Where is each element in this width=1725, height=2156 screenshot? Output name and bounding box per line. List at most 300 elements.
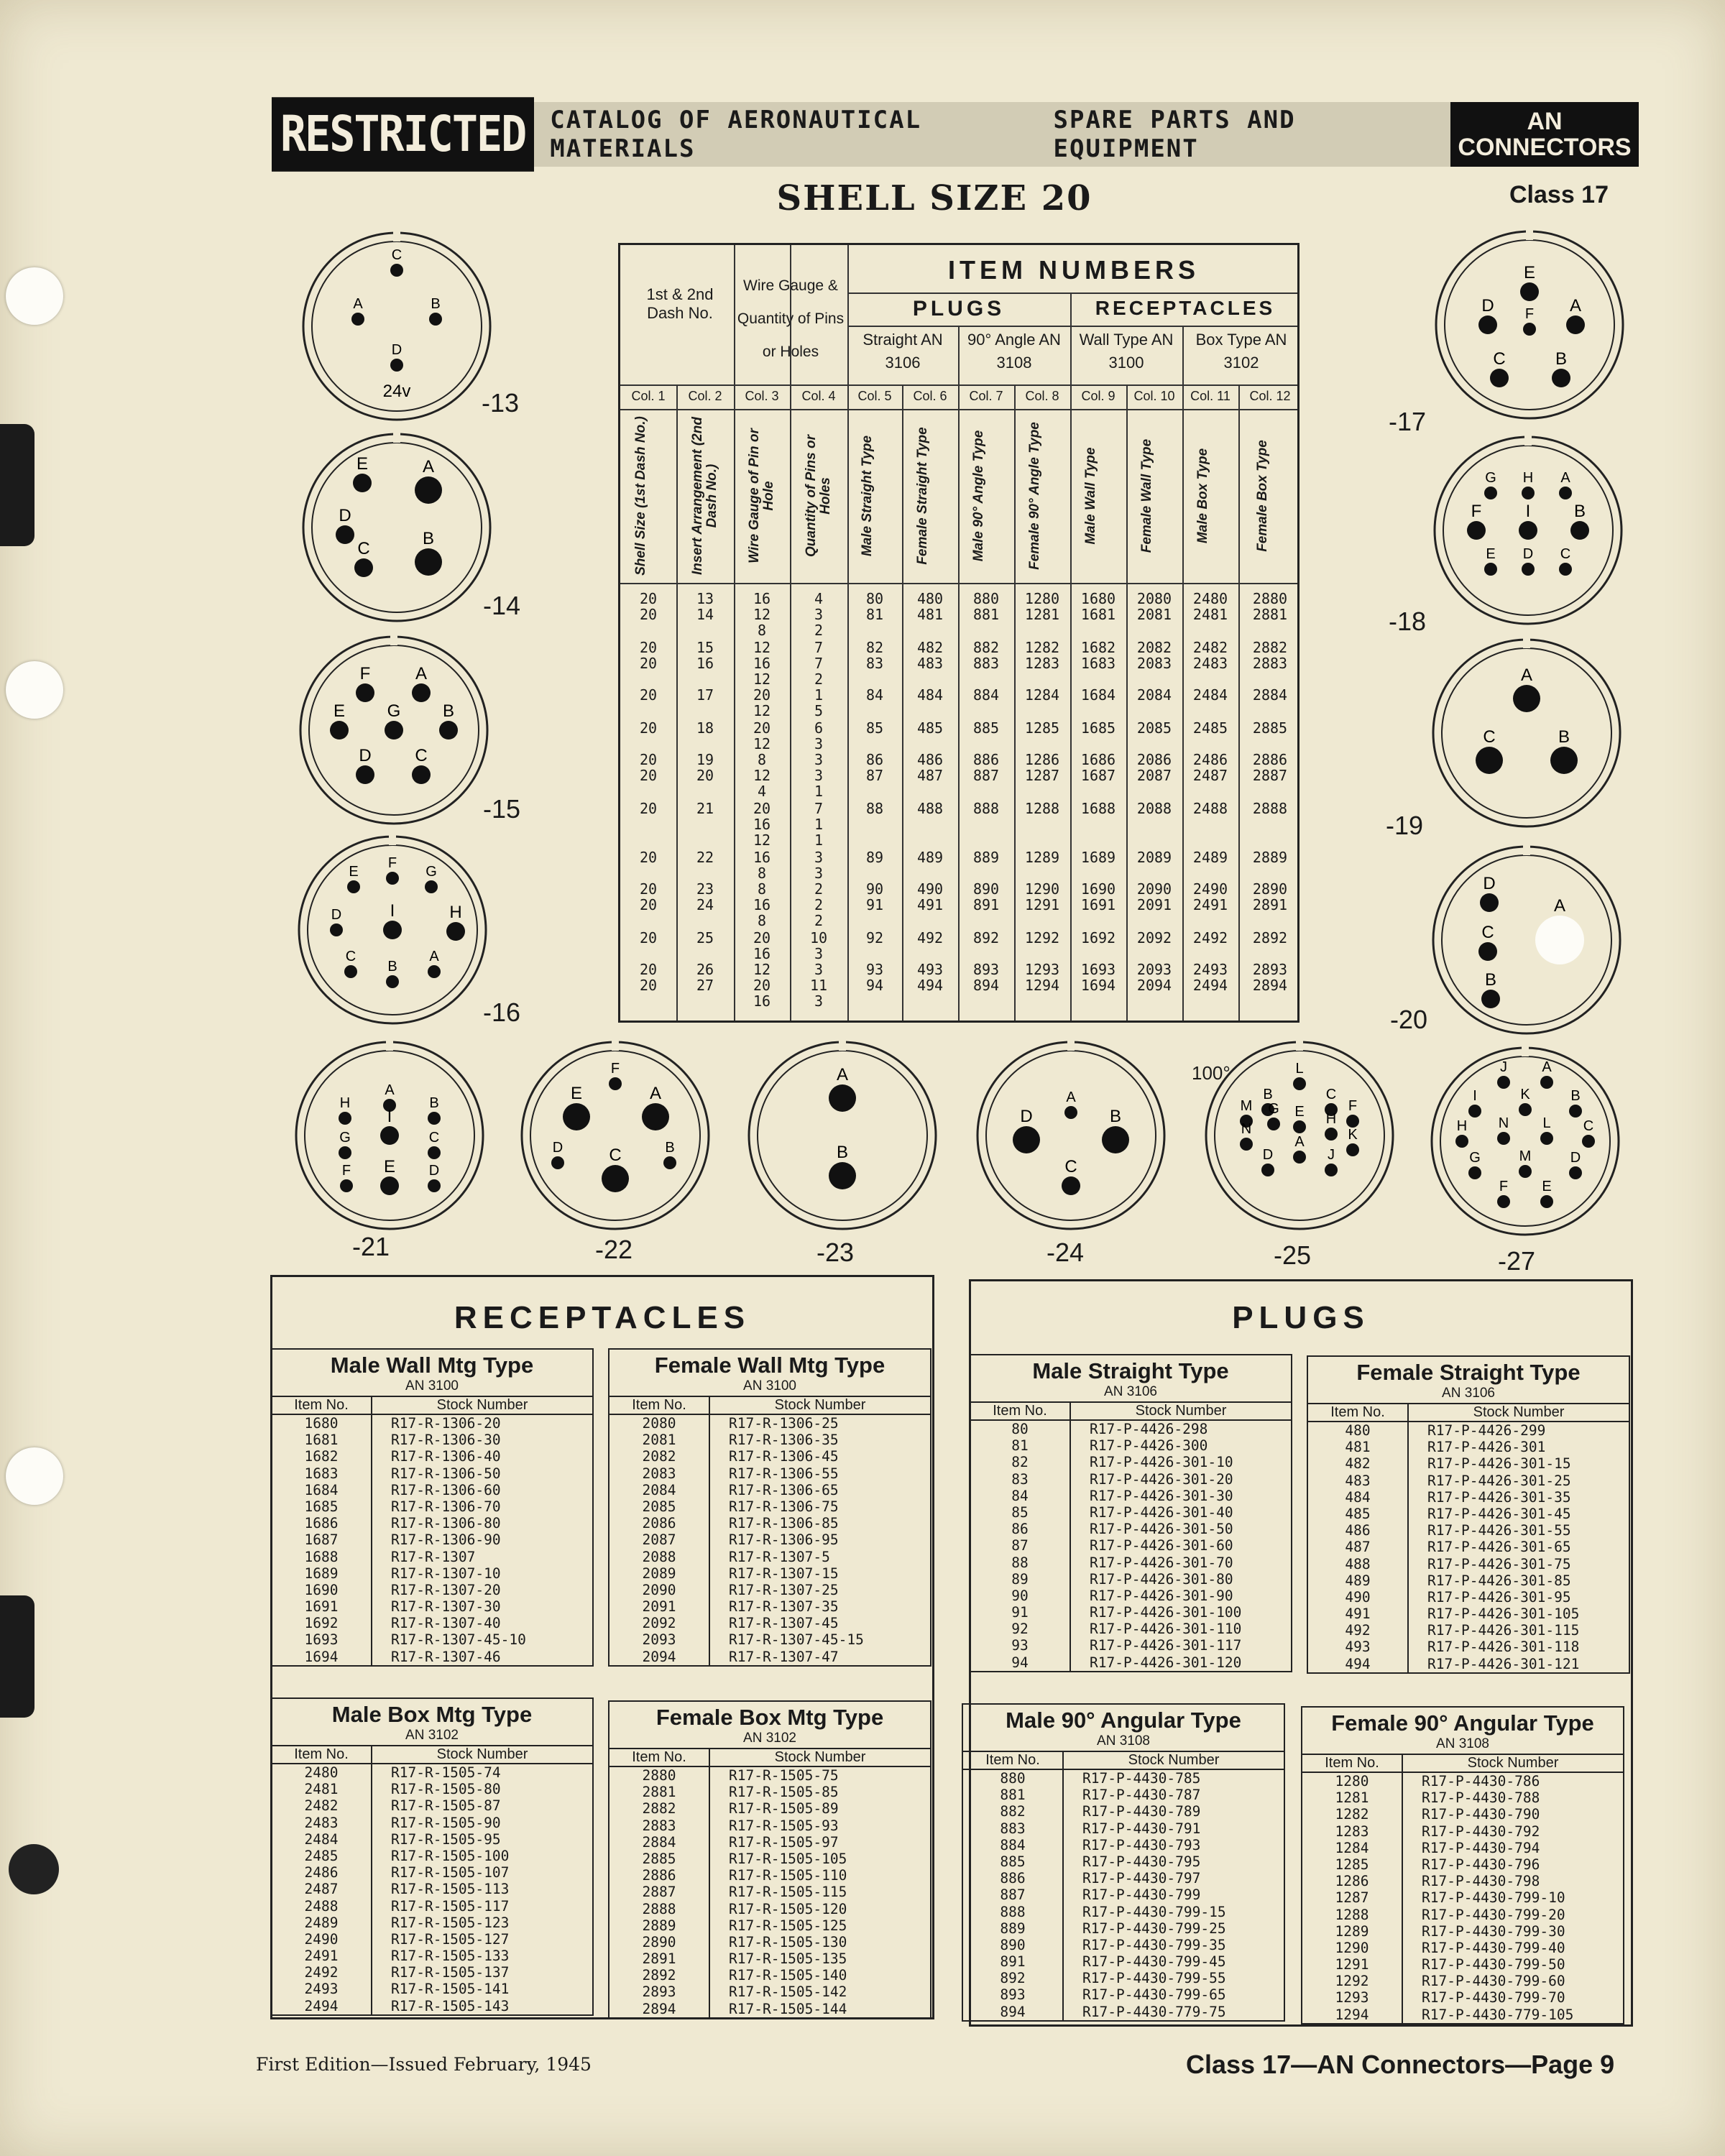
item-number: 885	[1000, 1853, 1026, 1870]
pin-dot	[1480, 893, 1499, 912]
stock-number: R17-R-1306-50	[391, 1465, 501, 1482]
table-row	[620, 977, 1302, 994]
table-cell: 2890	[1252, 880, 1288, 898]
stock-number: R17-P-4426-301-118	[1427, 1639, 1580, 1656]
table-row	[963, 1787, 1284, 1803]
item-numbers-title: ITEM NUMBERS	[948, 255, 1200, 285]
pin-label: C	[428, 1130, 440, 1146]
table-row	[610, 1901, 930, 1917]
column-label: Col. 6	[913, 389, 947, 403]
table-row	[272, 1531, 592, 1548]
stock-number: R17-P-4426-299	[1427, 1422, 1546, 1439]
table-row	[963, 1986, 1284, 2003]
table-cell: 2493	[1192, 961, 1228, 978]
pin-label: C	[357, 539, 370, 558]
table-cell: 1292	[1024, 929, 1060, 946]
pin-dot	[1559, 563, 1572, 576]
stock-number: R17-R-1306-75	[729, 1498, 839, 1515]
stock-number: R17-R-1306-20	[391, 1415, 501, 1432]
pin-label: D	[1483, 874, 1496, 893]
table-row	[610, 1531, 930, 1548]
table-cell: 3	[814, 945, 824, 962]
table-cell: 20	[639, 849, 658, 866]
table-cell: 20	[639, 929, 658, 946]
pin-dot	[1468, 1105, 1481, 1118]
table-cell: 2887	[1252, 767, 1288, 784]
dash-number-label: -24	[1046, 1238, 1085, 1267]
item-number: 2493	[304, 1981, 339, 1998]
item-number: 482	[1345, 1455, 1371, 1473]
table-row	[620, 751, 1302, 768]
pin-dot	[563, 1103, 590, 1130]
table-row	[1302, 1806, 1623, 1823]
item-number: 1288	[1335, 1906, 1369, 1923]
wall-header: Wall Type AN 3100	[1079, 331, 1174, 372]
table-row	[1308, 1656, 1629, 1672]
stock-table-header	[1308, 1403, 1629, 1422]
item-number: 2892	[642, 1967, 676, 1984]
table-cell: 7	[814, 800, 824, 817]
pin-dot	[1346, 1115, 1359, 1128]
pin-label: C	[609, 1146, 622, 1165]
table-row	[610, 1867, 930, 1884]
stock-number: R17-P-4426-301-10	[1090, 1454, 1233, 1471]
table-cell: 885	[972, 719, 1000, 737]
table-row	[963, 1820, 1284, 1837]
table-row	[1308, 1506, 1629, 1522]
table-cell: 24	[696, 896, 714, 913]
item-number: 2091	[642, 1598, 676, 1616]
pin-label: K	[1520, 1087, 1530, 1102]
pin-label: D	[1522, 546, 1534, 562]
pin-label: H	[339, 1095, 351, 1111]
table-row	[610, 1884, 930, 1900]
straight-header: Straight AN 3106	[862, 331, 943, 372]
stock-number: R17-R-1306-40	[391, 1448, 501, 1465]
table-cell: 489	[916, 849, 944, 866]
table-cell: 4	[814, 590, 824, 607]
table-row	[272, 1498, 592, 1515]
stock-number: R17-R-1307-15	[729, 1565, 839, 1582]
an-connectors-badge	[1450, 102, 1639, 167]
item-number: 2092	[642, 1615, 676, 1632]
keyway-notch	[393, 433, 400, 443]
table-row	[610, 1818, 930, 1834]
table-cell: 1680	[1080, 590, 1116, 607]
table-cell: 2	[814, 622, 824, 639]
keyway-notch	[1522, 1046, 1529, 1056]
pin-label: E	[570, 1084, 583, 1103]
stock-number: R17-P-4426-301-40	[1090, 1503, 1233, 1521]
connector-insert-outline	[312, 443, 482, 612]
pin-dot	[1467, 521, 1486, 540]
stock-number: R17-P-4430-791	[1082, 1820, 1201, 1837]
item-number: 1290	[1335, 1939, 1369, 1956]
column-description: Female Box Type	[1255, 440, 1270, 552]
column-description: Wire Gauge of Pin or Hole	[747, 428, 776, 563]
pin-dot	[330, 923, 343, 936]
stock-number: R17-P-4430-790	[1422, 1806, 1540, 1823]
table-row	[272, 1931, 592, 1948]
pin-dot	[415, 548, 442, 576]
table-cell: 18	[696, 719, 714, 737]
column-description: Female Straight Type	[915, 427, 930, 565]
pin-dot	[1535, 916, 1584, 964]
receptacles-title: RECEPTACLES	[454, 1300, 751, 1335]
table-row	[1308, 1556, 1629, 1572]
table-row	[610, 1834, 930, 1851]
stock-number: R17-R-1505-74	[391, 1764, 501, 1781]
stock-number: R17-P-4426-301-50	[1090, 1521, 1233, 1538]
stock-number-header: Stock Number	[436, 1397, 528, 1413]
table-row	[620, 655, 1302, 672]
item-number: 2082	[642, 1448, 676, 1465]
pin-dot	[1261, 1164, 1274, 1176]
stock-number: R17-R-1505-130	[729, 1933, 847, 1950]
stock-number: R17-R-1505-87	[391, 1797, 501, 1815]
connector-diagram	[1425, 631, 1629, 835]
pin-dot	[446, 922, 465, 941]
pin-dot	[1478, 942, 1497, 961]
pin-dot	[1013, 1126, 1040, 1153]
pin-dot	[1476, 747, 1503, 774]
table-cell: 2482	[1192, 639, 1228, 656]
table-cell: 89	[865, 849, 884, 866]
table-row	[620, 896, 1302, 913]
item-number: 893	[1000, 1986, 1026, 2004]
pin-dot	[1569, 1166, 1582, 1179]
item-number: 490	[1345, 1588, 1371, 1606]
item-number: 1687	[304, 1531, 339, 1549]
item-number: 2492	[304, 1964, 339, 1981]
stock-number-header: Stock Number	[1467, 1755, 1559, 1771]
item-number: 486	[1345, 1522, 1371, 1539]
connector-diagram	[969, 1033, 1173, 1238]
column-label: Col. 11	[1190, 389, 1230, 403]
pin-label: A	[429, 949, 439, 964]
table-row	[610, 1598, 930, 1615]
table-row	[1308, 1622, 1629, 1639]
table-cell: 17	[696, 686, 714, 704]
table-cell: 2090	[1136, 880, 1172, 898]
column-description: Shell Size (1st Dash No.)	[633, 416, 648, 576]
table-cell: 483	[916, 655, 944, 672]
pin-label: F	[1499, 1179, 1509, 1194]
pin-dot	[1522, 487, 1535, 499]
stock-number: R17-P-4430-799-40	[1422, 1939, 1565, 1956]
table-row	[620, 800, 1302, 817]
stock-number: R17-R-1307-5	[729, 1548, 830, 1565]
page-title: SHELL SIZE 20	[776, 178, 1092, 218]
pin-dot	[1550, 747, 1578, 774]
pin-label: D	[339, 506, 351, 525]
table-row	[963, 1837, 1284, 1853]
table-row	[272, 1831, 592, 1848]
stock-number: R17-R-1306-90	[391, 1531, 501, 1549]
table-cell: 1283	[1024, 655, 1060, 672]
stock-number: R17-P-4430-799-60	[1422, 1973, 1565, 1990]
pin-dot	[1346, 1143, 1359, 1156]
table-row	[610, 2001, 930, 2017]
item-number: 1284	[1335, 1839, 1369, 1856]
stock-number: R17-P-4430-789	[1082, 1803, 1201, 1820]
pin-dot	[428, 1146, 441, 1159]
pin-dot	[380, 1176, 399, 1195]
stock-table-header	[963, 1751, 1284, 1770]
stock-number: R17-P-4430-794	[1422, 1839, 1540, 1856]
table-cell: 2088	[1136, 800, 1172, 817]
pin-label: I	[390, 901, 395, 921]
item-number: 83	[1011, 1470, 1029, 1488]
table-row	[272, 1948, 592, 1964]
item-number: 2886	[642, 1867, 676, 1884]
table-row	[610, 1432, 930, 1448]
item-number: 1282	[1335, 1806, 1369, 1823]
page-number: Class 17—AN Connectors—Page 9	[1186, 2050, 1615, 2079]
table-cell: 2892	[1252, 929, 1288, 946]
table-row	[970, 1437, 1291, 1454]
connector-diagram	[513, 1033, 717, 1238]
table-row	[963, 1904, 1284, 1920]
column-description: Male 90° Angle Type	[971, 430, 986, 562]
keyway-notch	[390, 635, 397, 645]
pin-dot	[602, 1165, 629, 1192]
stock-number-header: Stock Number	[1135, 1403, 1227, 1419]
pin-label: B	[1570, 1088, 1581, 1104]
table-cell: 2487	[1192, 767, 1228, 784]
an-line2: CONNECTORS	[1458, 134, 1632, 161]
table-row	[1302, 1789, 1623, 1806]
item-number: 2093	[642, 1631, 676, 1649]
stock-table-title: Female 90° Angular Type	[1331, 1710, 1594, 1736]
stock-number: R17-R-1505-85	[729, 1784, 839, 1801]
item-no-header: Item No.	[970, 1403, 1071, 1419]
table-cell: 2481	[1192, 606, 1228, 623]
table-cell: 12	[753, 767, 771, 784]
item-number: 82	[1011, 1454, 1029, 1471]
table-row	[610, 1950, 930, 1967]
pin-label: F	[1471, 502, 1482, 521]
stock-number: R17-P-4426-298	[1090, 1421, 1208, 1437]
item-number: 2894	[642, 2000, 676, 2017]
pin-label: J	[1328, 1147, 1335, 1163]
pin-label: B	[1263, 1087, 1273, 1102]
stock-number: R17-P-4430-797	[1082, 1870, 1201, 1887]
item-number: 2088	[642, 1548, 676, 1565]
table-row	[620, 783, 1302, 800]
table-cell: 20	[753, 719, 771, 737]
table-cell: 85	[865, 719, 884, 737]
table-cell: 7	[814, 639, 824, 656]
column-description: Female 90° Angle Type	[1027, 422, 1042, 570]
table-cell: 3	[814, 849, 824, 866]
table-row	[620, 816, 1302, 833]
table-row	[620, 735, 1302, 752]
table-row	[610, 1851, 930, 1867]
pin-dot	[344, 965, 357, 978]
stock-number: R17-P-4430-799-20	[1422, 1906, 1565, 1923]
table-row	[272, 1649, 592, 1665]
stock-number: R17-R-1307-46	[391, 1648, 501, 1665]
table-cell: 16	[753, 992, 771, 1010]
table-cell: 485	[916, 719, 944, 737]
stock-number: R17-P-4430-799-15	[1082, 1903, 1226, 1920]
pin-label: C	[415, 746, 428, 765]
table-cell: 2085	[1136, 719, 1172, 737]
item-number: 2482	[304, 1797, 339, 1815]
table-cell: 8	[757, 751, 767, 768]
table-row	[620, 992, 1302, 1010]
stock-table-header	[610, 1396, 930, 1415]
table-row	[1302, 1956, 1623, 1973]
pin-label: B	[1555, 349, 1568, 369]
table-cell: 2087	[1136, 767, 1172, 784]
pin-label: D	[1481, 296, 1494, 315]
stock-number: R17-P-4430-799-65	[1082, 1986, 1226, 2004]
table-cell: 1682	[1080, 639, 1116, 656]
table-cell: 86	[865, 751, 884, 768]
stock-number: R17-R-1505-113	[391, 1881, 510, 1898]
pin-dot	[1484, 563, 1497, 576]
dash-number-label: -16	[483, 998, 521, 1027]
class-label: Class 17	[1509, 181, 1609, 208]
pin-label: G	[1469, 1150, 1481, 1166]
stock-number: R17-P-4430-788	[1422, 1789, 1540, 1807]
pin-label: F	[610, 1061, 620, 1077]
table-cell: 3	[814, 865, 824, 882]
table-cell: 881	[972, 606, 1000, 623]
pin-label: A	[836, 1065, 849, 1084]
pin-label: H	[1522, 470, 1534, 486]
table-row	[272, 1598, 592, 1615]
pin-label: C	[345, 949, 356, 964]
pin-label: B	[836, 1143, 849, 1162]
table-cell: 1693	[1080, 961, 1116, 978]
table-cell: 2486	[1192, 751, 1228, 768]
table-row	[1308, 1639, 1629, 1655]
table-row	[610, 1565, 930, 1582]
stock-number: R17-P-4426-301-60	[1090, 1537, 1233, 1554]
pin-label: H	[449, 903, 462, 922]
table-row	[620, 767, 1302, 784]
stock-number: R17-P-4426-301-115	[1427, 1622, 1580, 1639]
pin-label: D	[359, 746, 372, 765]
stock-number: R17-P-4426-301-121	[1427, 1655, 1580, 1672]
stock-number: R17-R-1307-25	[729, 1581, 839, 1598]
pin-label: C	[1325, 1087, 1337, 1102]
pin-label: B	[1484, 970, 1497, 990]
pin-dot	[429, 313, 442, 326]
pin-dot	[1582, 1135, 1595, 1148]
item-no-header: Item No.	[610, 1749, 710, 1766]
stock-table-title: Male 90° Angular Type	[1006, 1708, 1241, 1733]
table-cell: 2489	[1192, 849, 1228, 866]
pin-label: I	[1473, 1088, 1477, 1104]
table-cell: 2092	[1136, 929, 1172, 946]
pin-dot	[829, 1084, 856, 1112]
table-cell: 2884	[1252, 686, 1288, 704]
table-row	[620, 702, 1302, 719]
pin-label: H	[1325, 1111, 1337, 1127]
connector-diagram	[290, 828, 494, 1032]
edition-note: First Edition—Issued February, 1945	[256, 2054, 592, 2075]
table-row	[970, 1604, 1291, 1621]
table-row	[1302, 1973, 1623, 1989]
table-cell: 12	[753, 961, 771, 978]
item-number: 1691	[304, 1598, 339, 1616]
table-row	[272, 1432, 592, 1448]
table-cell: 1282	[1024, 639, 1060, 656]
pin-label: D	[1570, 1150, 1581, 1166]
pin-dot	[385, 721, 403, 740]
pin-dot	[829, 1162, 856, 1189]
dash-number-label: -17	[1389, 407, 1427, 436]
table-cell: 480	[916, 590, 944, 607]
table-row	[963, 1920, 1284, 1937]
table-cell: 16	[753, 896, 771, 913]
item-number: 1686	[304, 1515, 339, 1532]
table-cell: 8	[757, 912, 767, 929]
table-row	[970, 1637, 1291, 1654]
table-row	[970, 1621, 1291, 1637]
item-number: 81	[1011, 1437, 1029, 1455]
keyway-notch	[612, 1041, 619, 1051]
item-number: 1692	[304, 1615, 339, 1632]
table-row	[1308, 1589, 1629, 1606]
pin-dot	[339, 1146, 351, 1159]
table-row	[1302, 1823, 1623, 1840]
item-number: 880	[1000, 1770, 1026, 1787]
table-row	[620, 831, 1302, 849]
stock-table-an: AN 3100	[405, 1378, 459, 1393]
pin-dot	[425, 880, 438, 893]
stock-number-table	[962, 1703, 1285, 2022]
item-number: 2889	[642, 1917, 676, 1934]
stock-number: R17-R-1505-75	[729, 1767, 839, 1784]
pin-dot	[1552, 369, 1570, 387]
pin-dot	[1293, 1077, 1306, 1090]
angle-label: 100°	[1192, 1062, 1230, 1084]
table-cell: 1692	[1080, 929, 1116, 946]
table-cell: 1688	[1080, 800, 1116, 817]
stock-number: R17-R-1505-143	[391, 1997, 510, 2014]
stock-number: R17-R-1505-115	[729, 1884, 847, 1901]
stock-number: R17-R-1505-93	[729, 1817, 839, 1834]
pin-label: G	[1485, 470, 1496, 486]
table-row	[1308, 1473, 1629, 1489]
table-cell: 12	[753, 735, 771, 752]
table-cell: 2	[814, 880, 824, 898]
binder-dot	[9, 1844, 59, 1894]
stock-table-title: Male Box Mtg Type	[331, 1702, 533, 1727]
table-row	[970, 1588, 1291, 1604]
pin-label: F	[1348, 1098, 1358, 1114]
stock-number: R17-P-4426-301-85	[1427, 1572, 1571, 1589]
item-number: 2884	[642, 1833, 676, 1851]
table-cell: 1289	[1024, 849, 1060, 866]
item-number: 1693	[304, 1631, 339, 1649]
table-cell: 1681	[1080, 606, 1116, 623]
table-cell: 5	[814, 702, 824, 719]
table-row	[272, 1898, 592, 1915]
table-cell: 486	[916, 751, 944, 768]
pin-dot	[353, 474, 372, 492]
table-row	[610, 1415, 930, 1432]
table-cell: 2889	[1252, 849, 1288, 866]
item-number: 894	[1000, 2003, 1026, 2020]
table-row	[272, 1797, 592, 1814]
table-cell: 2888	[1252, 800, 1288, 817]
